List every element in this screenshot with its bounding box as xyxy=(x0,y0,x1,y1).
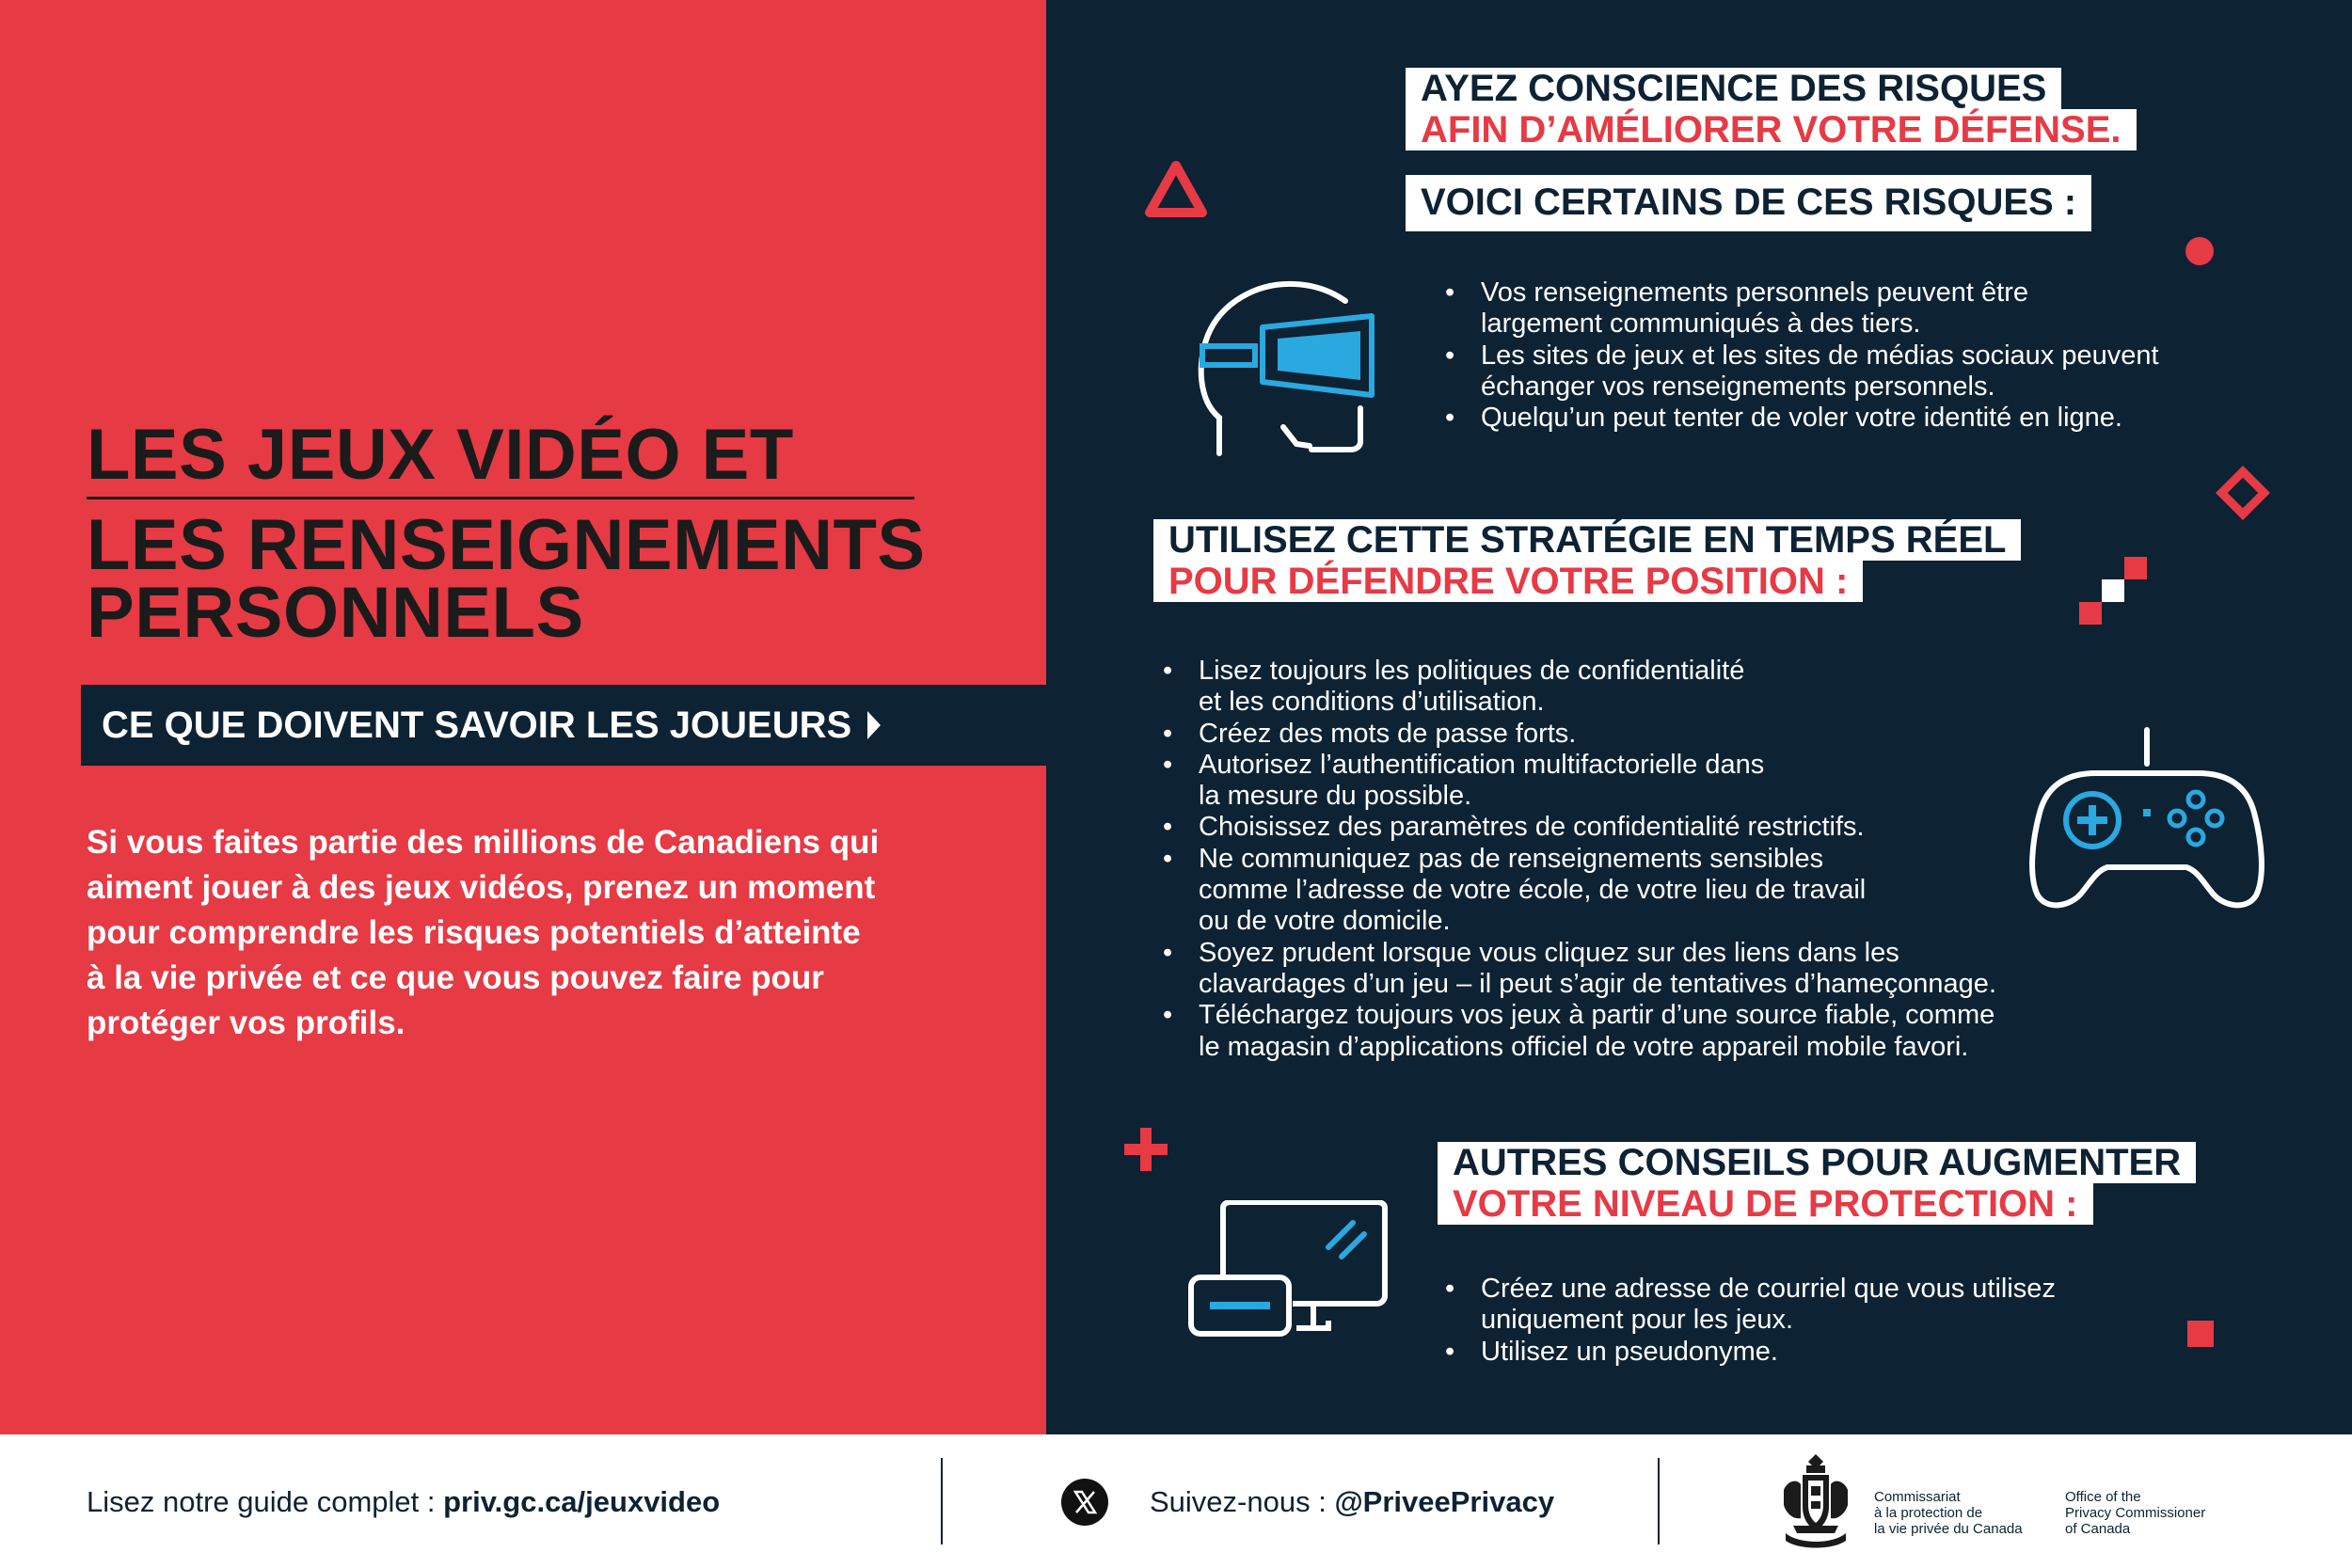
guide-link[interactable]: priv.gc.ca/jeuxvideo xyxy=(443,1485,721,1518)
list-item: • Créez des mots de passe forts. xyxy=(1163,719,2104,750)
intro-line: pour comprendre les risques potentiels d’atteinte xyxy=(87,914,861,951)
guide-line xyxy=(87,1483,720,1521)
page-title-line-3: PERSONNELS xyxy=(87,573,584,653)
list-item: • Les sites de jeux et les sites de médias sociaux peuvent échanger vos renseignements personnels. xyxy=(1445,341,2245,404)
section3-heading-red: VOTRE NIVEAU DE PROTECTION : xyxy=(1438,1183,2093,1225)
gov-name-en: Office of the Privacy Commissioner of Canada xyxy=(2065,1489,2206,1537)
risks-list xyxy=(1445,277,2245,434)
intro-paragraph xyxy=(87,820,952,1046)
vr-headset-icon xyxy=(1191,277,1383,465)
intro-line: protéger vos profils. xyxy=(87,1005,405,1041)
x-logo-icon[interactable] xyxy=(1061,1479,1108,1526)
page-title-line-1: LES JEUX VIDÉO ET xyxy=(87,415,794,495)
section1-heading-dark: AYEZ CONSCIENCE DES RISQUES xyxy=(1406,68,2061,109)
list-item: • Créez une adresse de courriel que vous utilisez uniquement pour les jeux. xyxy=(1445,1274,2245,1337)
list-item: • Utilisez un pseudonyme. xyxy=(1445,1337,2245,1368)
intro-line: Si vous faites partie des millions de Canadiens qui xyxy=(87,824,880,861)
computer-console-icon xyxy=(1187,1200,1389,1343)
section2-heading-red: POUR DÉFENDRE VOTRE POSITION : xyxy=(1153,561,1863,602)
title-divider xyxy=(87,497,914,499)
list-item: • Vos renseignements personnels peuvent être largement communiqués à des tiers. xyxy=(1445,277,2245,341)
footer-divider xyxy=(941,1458,943,1544)
list-item: • Téléchargez toujours vos jeux à partir d’une source fiable, comme le magasin d’applications officiel de votre appareil mobile favori. xyxy=(1163,1000,2104,1063)
follow-label: Suivez-nous : xyxy=(1150,1485,1335,1518)
plus-icon xyxy=(1122,1126,1169,1173)
list-item: • Choisissez des paramètres de confidentialité restrictifs. xyxy=(1163,812,2104,843)
follow-line xyxy=(1150,1483,1554,1521)
guide-label: Lisez notre guide complet : xyxy=(87,1485,444,1518)
tips-list xyxy=(1445,1274,2245,1368)
circle-dot-icon xyxy=(2185,237,2214,265)
strategy-list xyxy=(1163,656,2104,1063)
canada-coat-of-arms-icon xyxy=(1780,1452,1851,1550)
page-title-line-2: LES RENSEIGNEMENTS xyxy=(87,505,926,585)
footer-divider xyxy=(1658,1458,1660,1544)
section3-heading-dark: AUTRES CONSEILS POUR AUGMENTER xyxy=(1438,1142,2196,1183)
list-item: • Ne communiquez pas de renseignements sensibles comme l’adresse de votre école, de votre lieu de travail ou de votre domicile. xyxy=(1163,844,2104,938)
list-item: • Lisez toujours les politiques de confidentialité et les conditions d’utilisation. xyxy=(1163,656,2104,719)
diamond-icon xyxy=(2213,463,2273,523)
section2-heading-dark: UTILISEZ CETTE STRATÉGIE EN TEMPS RÉEL xyxy=(1153,519,2021,561)
intro-line: aiment jouer à des jeux vidéos, prenez un moment xyxy=(87,869,876,906)
follow-handle[interactable]: @PriveePrivacy xyxy=(1334,1485,1555,1518)
intro-line: à la vie privée et ce que vous pouvez faire pour xyxy=(87,959,824,996)
list-item: • Quelqu’un peut tenter de voler votre identité en ligne. xyxy=(1445,403,2245,434)
play-arrow-icon xyxy=(867,711,881,739)
list-item: • Soyez prudent lorsque vous cliquez sur des liens dans les clavardages d’un jeu – il peut s’agir de tentatives d’hameçonnage. xyxy=(1163,938,2104,1001)
section1-subheading: VOICI CERTAINS DE CES RISQUES : xyxy=(1406,175,2091,231)
subtitle-banner xyxy=(81,685,1046,766)
triangle-icon xyxy=(1144,160,1208,218)
list-item: • Autorisez l’authentification multifactorielle dans la mesure du possible. xyxy=(1163,750,2104,813)
gov-name-fr: Commissariat à la protection de la vie privée du Canada xyxy=(1874,1489,2023,1537)
subtitle-text: CE QUE DOIVENT SAVOIR LES JOUEURS xyxy=(102,705,852,746)
section1-heading-red: AFIN D’AMÉLIORER VOTRE DÉFENSE. xyxy=(1406,109,2137,150)
pixel-blocks-icon xyxy=(2077,557,2147,626)
left-panel xyxy=(0,0,1046,1434)
